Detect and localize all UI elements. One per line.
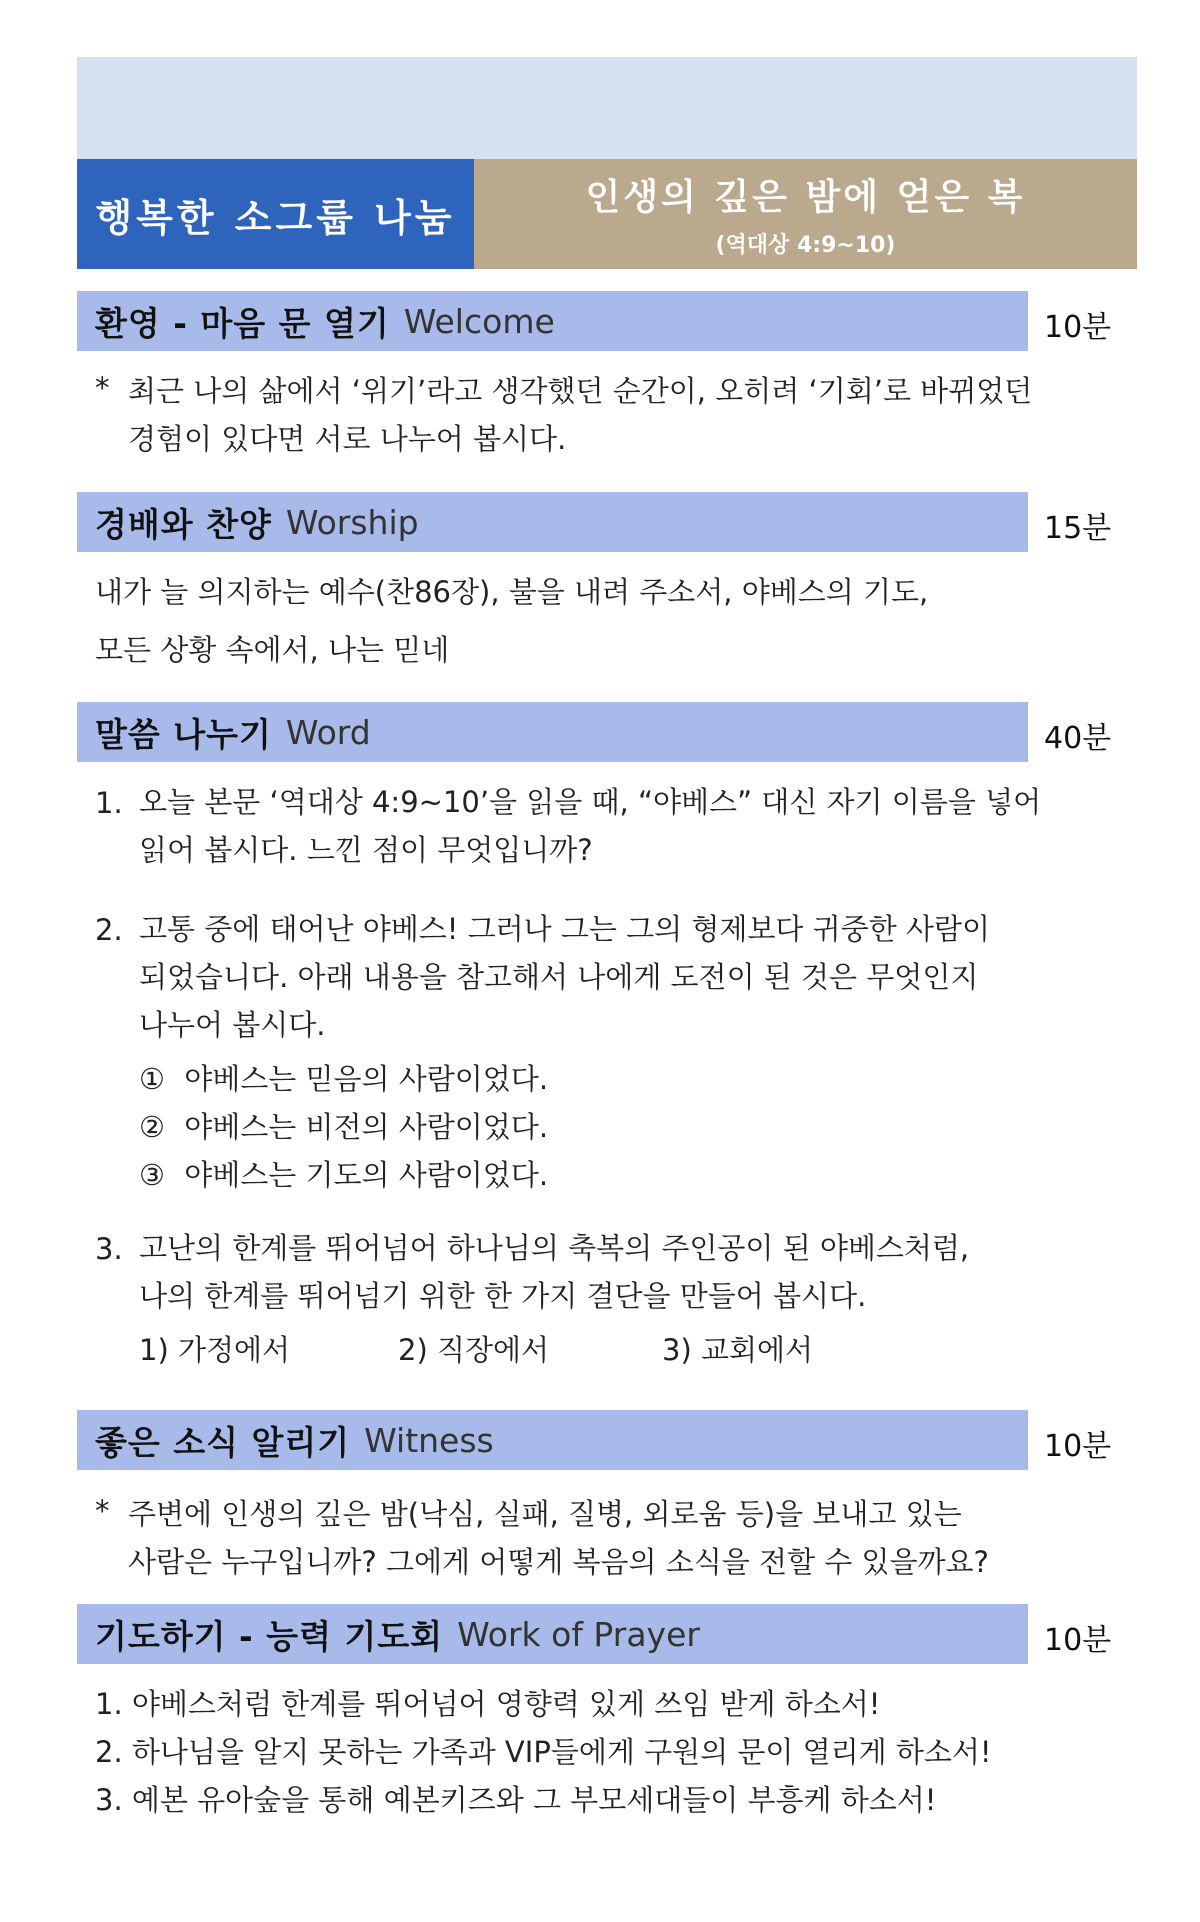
item-mark: ①	[139, 1062, 165, 1096]
question-3-line2: 나의 한계를 뛰어넘기 위한 한 가지 결단을 만들어 봅시다.	[139, 1279, 867, 1313]
welcome-question-line1: 최근 나의 삶에서 ‘위기’라고 생각했던 순간이, 오히려 ‘기회’로 바뀌었던	[128, 374, 1033, 408]
question-3-option-2: 2) 직장에서	[398, 1333, 550, 1367]
question-1-number: 1.	[95, 786, 123, 820]
section-prayer-title: 기도하기 - 능력 기도회	[95, 1616, 444, 1656]
section-worship-time: 15분	[1044, 511, 1112, 546]
section-witness-title: 좋은 소식 알리기	[95, 1422, 351, 1462]
section-word-bar	[77, 702, 1028, 762]
section-prayer-title-en: Work of Prayer	[457, 1614, 700, 1654]
question-3-number: 3.	[95, 1232, 123, 1266]
sermon-reference: (역대상 4:9~10)	[715, 233, 896, 258]
question-2-line1: 고통 중에 태어난 야베스! 그러나 그는 그의 형제보다 귀중한 사람이	[139, 912, 990, 946]
witness-bullet: *	[95, 1494, 110, 1528]
group-title-text: 행복한 소그룹 나눔	[95, 195, 456, 240]
question-3-option-3: 3) 교회에서	[662, 1333, 814, 1367]
section-welcome-time: 10분	[1044, 310, 1112, 345]
question-2-number: 2.	[95, 913, 123, 947]
question-1-line1: 오늘 본문 ‘역대상 4:9~10’을 읽을 때, “야베스” 대신 자기 이름을 넣어	[139, 785, 1042, 819]
section-worship-title: 경배와 찬양	[95, 504, 272, 544]
section-witness-title-en: Witness	[364, 1420, 494, 1460]
question-2-line3: 나누어 봅시다.	[139, 1008, 326, 1042]
witness-question-line2: 사람은 누구입니까? 그에게 어떻게 복음의 소식을 전할 수 있을까요?	[128, 1545, 989, 1579]
question-2-item-3	[139, 1153, 548, 1194]
group-title	[77, 159, 474, 269]
section-welcome-bar	[77, 291, 1028, 351]
welcome-question-line2: 경험이 있다면 서로 나누어 봅시다.	[128, 422, 567, 456]
section-word-title-en: Word	[285, 712, 371, 752]
worship-songs-line1: 내가 늘 의지하는 예수(찬86장), 불을 내려 주소서, 야베스의 기도,	[95, 575, 929, 609]
question-2-item-1	[139, 1057, 548, 1098]
section-prayer-time: 10분	[1044, 1623, 1112, 1658]
question-2-item-2	[139, 1105, 548, 1146]
question-2-line2: 되었습니다. 아래 내용을 참고해서 나에게 도전이 된 것은 무엇인지	[139, 960, 979, 994]
section-welcome-title-en: Welcome	[403, 301, 555, 341]
item-mark: ③	[139, 1158, 165, 1192]
sermon-title	[474, 159, 1137, 269]
prayer-item-3: 3. 예본 유아숲을 통해 예본키즈와 그 부모세대들이 부흥케 하소서!	[95, 1783, 937, 1817]
prayer-item-2: 2. 하나님을 알지 못하는 가족과 VIP들에게 구원의 문이 열리게 하소서!	[95, 1735, 992, 1769]
section-welcome-title: 환영 - 마음 문 열기	[95, 303, 390, 343]
question-1-line2: 읽어 봅시다. 느낀 점이 무엇입니까?	[139, 833, 593, 867]
section-prayer-bar	[77, 1604, 1028, 1664]
section-witness-time: 10분	[1044, 1429, 1112, 1464]
prayer-item-1: 1. 야베스처럼 한계를 뛰어넘어 영향력 있게 쓰임 받게 하소서!	[95, 1687, 881, 1721]
worship-songs-line2: 모든 상황 속에서, 나는 믿네	[95, 633, 450, 667]
question-3-option-1: 1) 가정에서	[139, 1333, 291, 1367]
section-worship-title-en: Worship	[285, 502, 419, 542]
header-band	[77, 57, 1137, 159]
item-text: 야베스는 비전의 사람이었다.	[184, 1110, 549, 1144]
welcome-bullet: *	[95, 371, 110, 405]
witness-question-line1: 주변에 인생의 깊은 밤(낙심, 실패, 질병, 외로움 등)을 보내고 있는	[128, 1497, 962, 1531]
item-mark: ②	[139, 1110, 165, 1144]
sermon-title-text: 인생의 깊은 밤에 얻은 복	[585, 177, 1026, 218]
section-worship-bar	[77, 492, 1028, 552]
section-word-time: 40분	[1044, 721, 1112, 756]
section-witness-bar	[77, 1410, 1028, 1470]
section-word-title: 말씀 나누기	[95, 714, 272, 754]
item-text: 야베스는 기도의 사람이었다.	[184, 1158, 549, 1192]
item-text: 야베스는 믿음의 사람이었다.	[184, 1062, 549, 1096]
question-3-line1: 고난의 한계를 뛰어넘어 하나님의 축복의 주인공이 된 야베스처럼,	[139, 1231, 970, 1265]
